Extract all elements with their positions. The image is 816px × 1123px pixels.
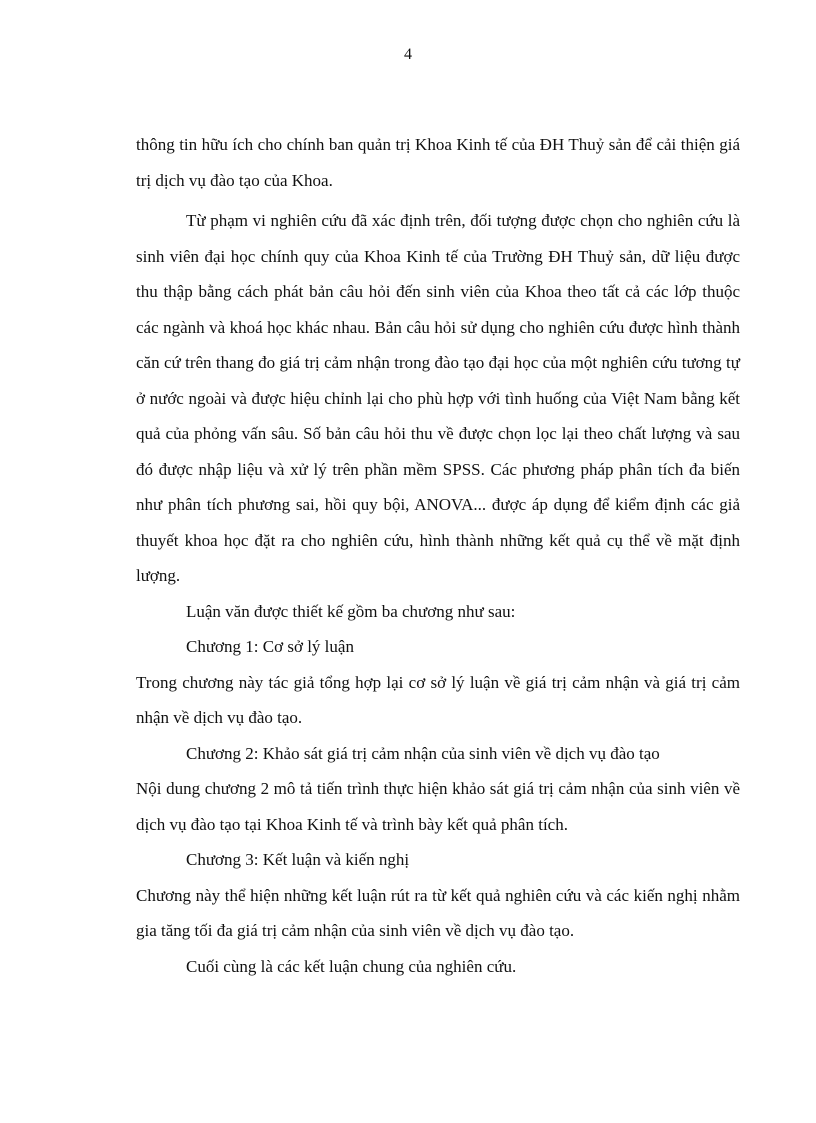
page-number: 4 xyxy=(404,46,412,63)
chapter-1-heading: Chương 1: Cơ sở lý luận xyxy=(186,637,354,656)
paragraph-research-method: Từ phạm vi nghiên cứu đã xác định trên, đối tượng được chọn cho nghiên cứu là sinh viên đại học chính quy của Khoa Kinh tế của Trường ĐH Thuỷ sản, dữ liệu được thu thập bằng cách phát bản câu hỏi đến sinh viên của Khoa theo tất cả các lớp thuộc các ngành và khoá học khác nhau. Bản câu hỏi sử dụng cho nghiên cứu được hình thành căn cứ trên thang đo giá trị cảm nhận trong đào tạo đại học của một nghiên cứu tương tự ở nước ngoài và được hiệu chỉnh lại cho phù hợp với tình huống của Việt Nam bằng kết quả của phỏng vấn sâu. Số bản câu hỏi thu về được chọn lọc lại theo chất lượng và sau đó được nhập liệu và xử lý trên phần mềm SPSS. Các phương pháp phân tích đa biến như phân tích phương sai, hồi quy bội, ANOVA... được áp dụng để kiểm định các giả thuyết khoa học đặt ra cho nghiên cứu, hình thành những kết quả cụ thể về mặt định lượng. xyxy=(136,211,740,585)
document-body xyxy=(136,127,740,984)
paragraph-structure-intro: Luận văn được thiết kế gồm ba chương như sau: xyxy=(186,601,516,621)
chapter-1-description: Trong chương này tác giả tổng hợp lại cơ sở lý luận về giá trị cảm nhận và giá trị cảm nhận về dịch vụ đào tạo. xyxy=(136,672,740,727)
conclusion-paragraph: Cuối cùng là các kết luận chung của nghiên cứu. xyxy=(186,956,517,976)
chapter-3-description: Chương này thể hiện những kết luận rút ra từ kết quả nghiên cứu và các kiến nghị nhằm gia tăng tối đa giá trị cảm nhận của sinh viên về dịch vụ đào tạo. xyxy=(136,885,740,940)
chapter-2-description: Nội dung chương 2 mô tả tiến trình thực hiện khảo sát giá trị cảm nhận của sinh viên về dịch vụ đào tạo tại Khoa Kinh tế và trình bày kết quả phân tích. xyxy=(136,779,740,834)
paragraph-intro-continuation: thông tin hữu ích cho chính ban quản trị Khoa Kinh tế của ĐH Thuỷ sản để cải thiện giá trị dịch vụ đào tạo của Khoa. xyxy=(136,135,740,190)
chapter-2-heading: Chương 2: Khảo sát giá trị cảm nhận của sinh viên về dịch vụ đào tạo xyxy=(186,743,660,763)
chapter-3-heading: Chương 3: Kết luận và kiến nghị xyxy=(186,850,410,869)
